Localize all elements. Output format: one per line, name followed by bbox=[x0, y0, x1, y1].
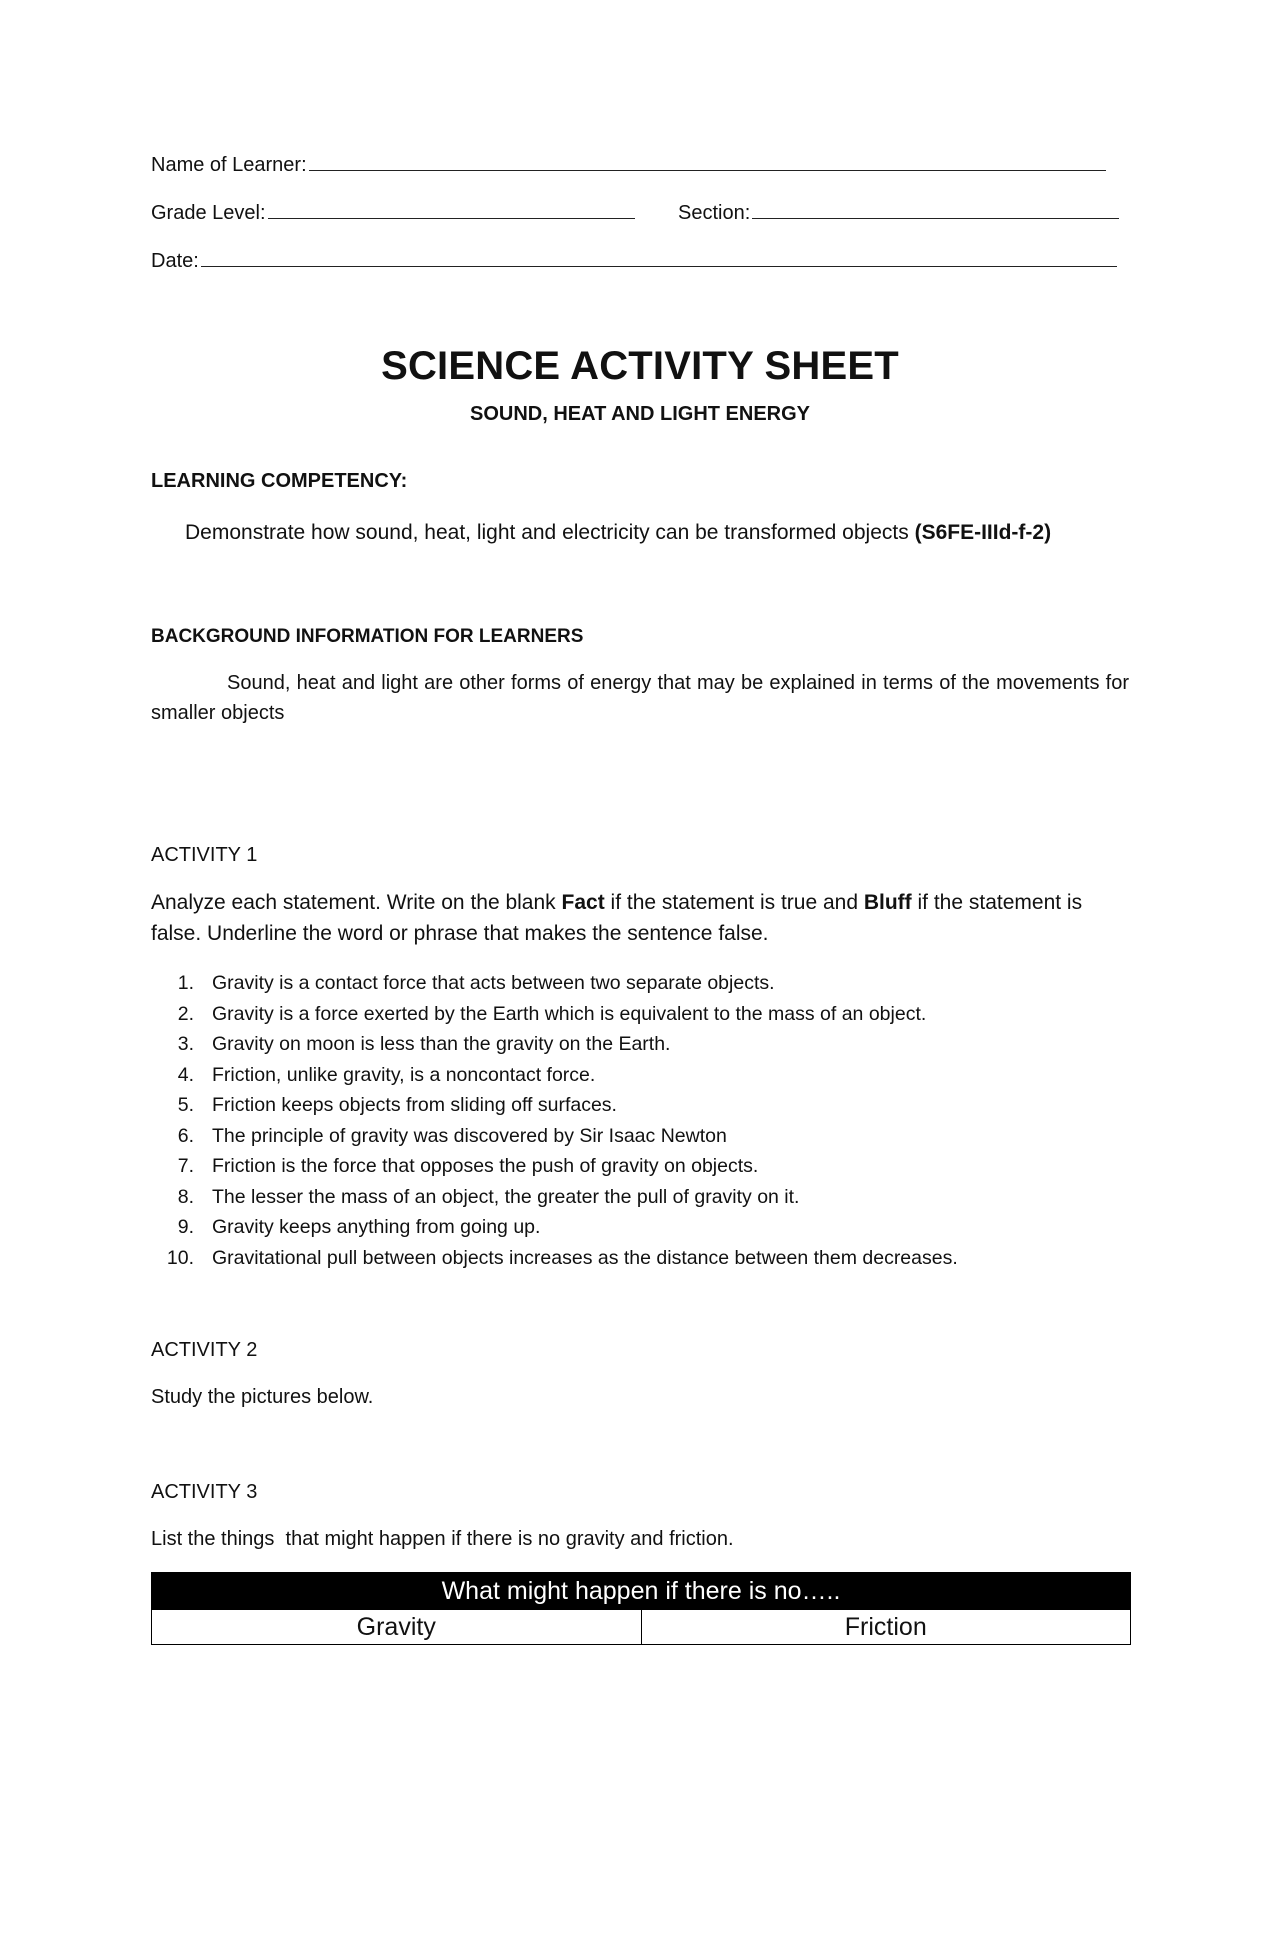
list-item bbox=[160, 1212, 1140, 1243]
statement-text: The principle of gravity was discovered by Sir Isaac Newton bbox=[212, 1124, 727, 1147]
activity1-instructions bbox=[151, 887, 1131, 949]
learner-name-label: Name of Learner: bbox=[151, 154, 307, 176]
statement-text: Friction keeps objects from sliding off surfaces. bbox=[212, 1094, 617, 1116]
activity2-heading: ACTIVITY 2 bbox=[151, 1339, 258, 1361]
learner-name-field bbox=[151, 152, 1106, 177]
list-item bbox=[160, 999, 1140, 1030]
activity2-text: Study the pictures below. bbox=[151, 1386, 374, 1408]
section-blank[interactable] bbox=[752, 200, 1119, 219]
grade-level-blank[interactable] bbox=[268, 200, 635, 219]
page-title: SCIENCE ACTIVITY SHEET bbox=[381, 344, 899, 388]
list-item bbox=[160, 1121, 1140, 1152]
page-subtitle: SOUND, HEAT AND LIGHT ENERGY bbox=[469, 403, 810, 425]
statement-text: Gravitational pull between objects increases as the distance between them decreases. bbox=[212, 1246, 958, 1269]
statement-number: 10. bbox=[166, 1246, 194, 1269]
statement-number: 7. bbox=[177, 1155, 194, 1177]
statement-number: 5. bbox=[177, 1094, 194, 1116]
gravity-column-header: Gravity bbox=[152, 1610, 642, 1645]
list-item bbox=[160, 1060, 1140, 1091]
statement-number: 3. bbox=[177, 1033, 194, 1055]
statement-number: 1. bbox=[177, 972, 194, 994]
section-field bbox=[678, 200, 1119, 225]
bluff-keyword: Bluff bbox=[863, 891, 912, 914]
background-text: Sound, heat and light are other forms of energy that may be explained in terms of the movements for smaller objects bbox=[151, 672, 1129, 724]
activity1-instr-part-b: if the statement is true and bbox=[604, 891, 864, 914]
activity1-heading: ACTIVITY 1 bbox=[151, 844, 258, 866]
section-label: Section: bbox=[678, 202, 751, 224]
statement-text: Gravity on moon is less than the gravity on the Earth. bbox=[212, 1033, 671, 1055]
fact-keyword: Fact bbox=[561, 891, 605, 914]
list-item bbox=[160, 1090, 1140, 1121]
statement-text: Friction is the force that opposes the push of gravity on objects. bbox=[212, 1155, 759, 1177]
statement-text: The lesser the mass of an object, the greater the pull of gravity on it. bbox=[212, 1185, 800, 1208]
statement-number: 9. bbox=[177, 1216, 194, 1238]
statement-number: 2. bbox=[177, 1002, 194, 1025]
answer-table-header: What might happen if there is no….. bbox=[152, 1573, 1131, 1610]
competency-text: Demonstrate how sound, heat, light and electricity can be transformed objects bbox=[185, 521, 909, 544]
competency-heading: LEARNING COMPETENCY: bbox=[151, 470, 408, 492]
list-item bbox=[160, 1243, 1140, 1274]
activity3-heading: ACTIVITY 3 bbox=[151, 1481, 258, 1503]
statement-list bbox=[160, 968, 1140, 1273]
statement-number: 6. bbox=[177, 1124, 194, 1147]
statement-number: 4. bbox=[177, 1063, 194, 1086]
friction-column-header: Friction bbox=[641, 1610, 1131, 1645]
statement-text: Gravity is a force exerted by the Earth which is equivalent to the mass of an object. bbox=[212, 1002, 927, 1025]
list-item bbox=[160, 968, 1140, 999]
competency-statement bbox=[185, 517, 1051, 548]
statement-text: Friction, unlike gravity, is a noncontact force. bbox=[212, 1063, 596, 1086]
date-blank[interactable] bbox=[201, 248, 1117, 267]
list-item bbox=[160, 1151, 1140, 1182]
competency-code: (S6FE-IIId-f-2) bbox=[914, 521, 1052, 544]
statement-text: Gravity keeps anything from going up. bbox=[212, 1216, 541, 1238]
list-item bbox=[160, 1182, 1140, 1213]
date-field bbox=[151, 248, 1117, 273]
list-item bbox=[160, 1029, 1140, 1060]
activity3-text: List the things that might happen if there is no gravity and friction. bbox=[151, 1528, 734, 1550]
activity1-instr-part-c: if the statement is false. Underline the word or phrase that makes the sentence false. bbox=[151, 891, 1083, 945]
learner-name-blank[interactable] bbox=[309, 152, 1106, 171]
grade-level-field bbox=[151, 200, 635, 225]
grade-level-label: Grade Level: bbox=[151, 202, 266, 224]
background-heading: BACKGROUND INFORMATION FOR LEARNERS bbox=[151, 626, 584, 647]
statement-number: 8. bbox=[177, 1185, 194, 1208]
activity1-instr-part-a: Analyze each statement. Write on the blank bbox=[151, 891, 562, 914]
statement-text: Gravity is a contact force that acts between two separate objects. bbox=[212, 972, 775, 994]
date-label: Date: bbox=[151, 250, 199, 272]
answer-table bbox=[151, 1572, 1131, 1645]
